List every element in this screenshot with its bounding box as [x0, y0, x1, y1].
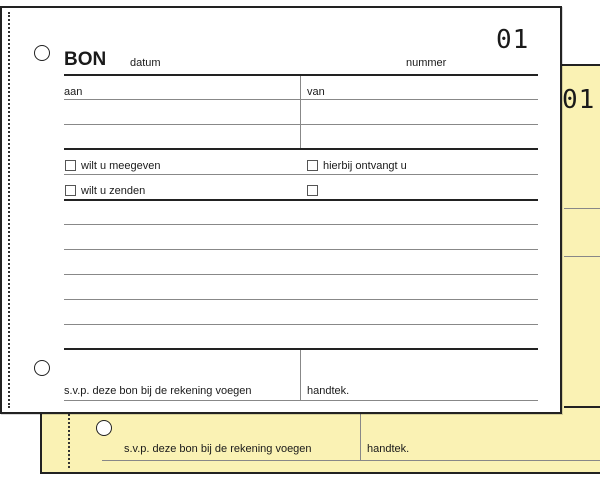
yellow-footer-signature-label: handtek. — [367, 443, 410, 455]
to-label: aan — [64, 86, 83, 98]
blank-checkbox[interactable] — [307, 185, 318, 196]
writing-line — [64, 274, 538, 275]
form-number: 01 — [496, 25, 530, 55]
receipt-label: hierbij ontvangt u — [323, 160, 407, 172]
perforation-line — [8, 12, 10, 408]
writing-line — [64, 324, 538, 325]
number-label: nummer — [406, 57, 447, 69]
option-line — [64, 174, 538, 175]
address-line — [64, 99, 538, 100]
yellow-rule — [564, 406, 600, 408]
receipt-checkbox[interactable] — [307, 160, 318, 171]
yellow-footer-divider — [360, 412, 361, 460]
yellow-rule — [564, 208, 600, 209]
option-rule — [64, 199, 538, 201]
send-checkbox[interactable] — [65, 185, 76, 196]
address-divider — [300, 76, 301, 148]
address-rule — [64, 148, 538, 150]
writing-line — [64, 299, 538, 300]
address-line — [64, 124, 538, 125]
footer-line — [64, 400, 538, 401]
footer-divider — [300, 350, 301, 400]
yellow-footer-rule — [102, 460, 600, 461]
from-label: van — [307, 86, 325, 98]
footer-note: s.v.p. deze bon bij de rekening voegen — [64, 385, 252, 397]
yellow-copy-number: 01 — [562, 85, 596, 115]
header-rule — [64, 74, 538, 76]
writing-line — [64, 249, 538, 250]
send-label: wilt u zenden — [81, 185, 146, 197]
footer-signature-label: handtek. — [307, 385, 350, 397]
yellow-footer-note: s.v.p. deze bon bij de rekening voegen — [124, 443, 312, 455]
deliver-checkbox[interactable] — [65, 160, 76, 171]
punch-hole — [34, 360, 50, 376]
deliver-label: wilt u meegeven — [81, 160, 161, 172]
footer-rule — [64, 348, 538, 350]
yellow-rule — [564, 256, 600, 257]
writing-line — [64, 224, 538, 225]
form-title: BON — [64, 49, 107, 70]
punch-hole — [34, 45, 50, 61]
punch-hole — [96, 420, 112, 436]
date-label: datum — [130, 57, 161, 69]
white-copy-sheet — [0, 6, 562, 414]
